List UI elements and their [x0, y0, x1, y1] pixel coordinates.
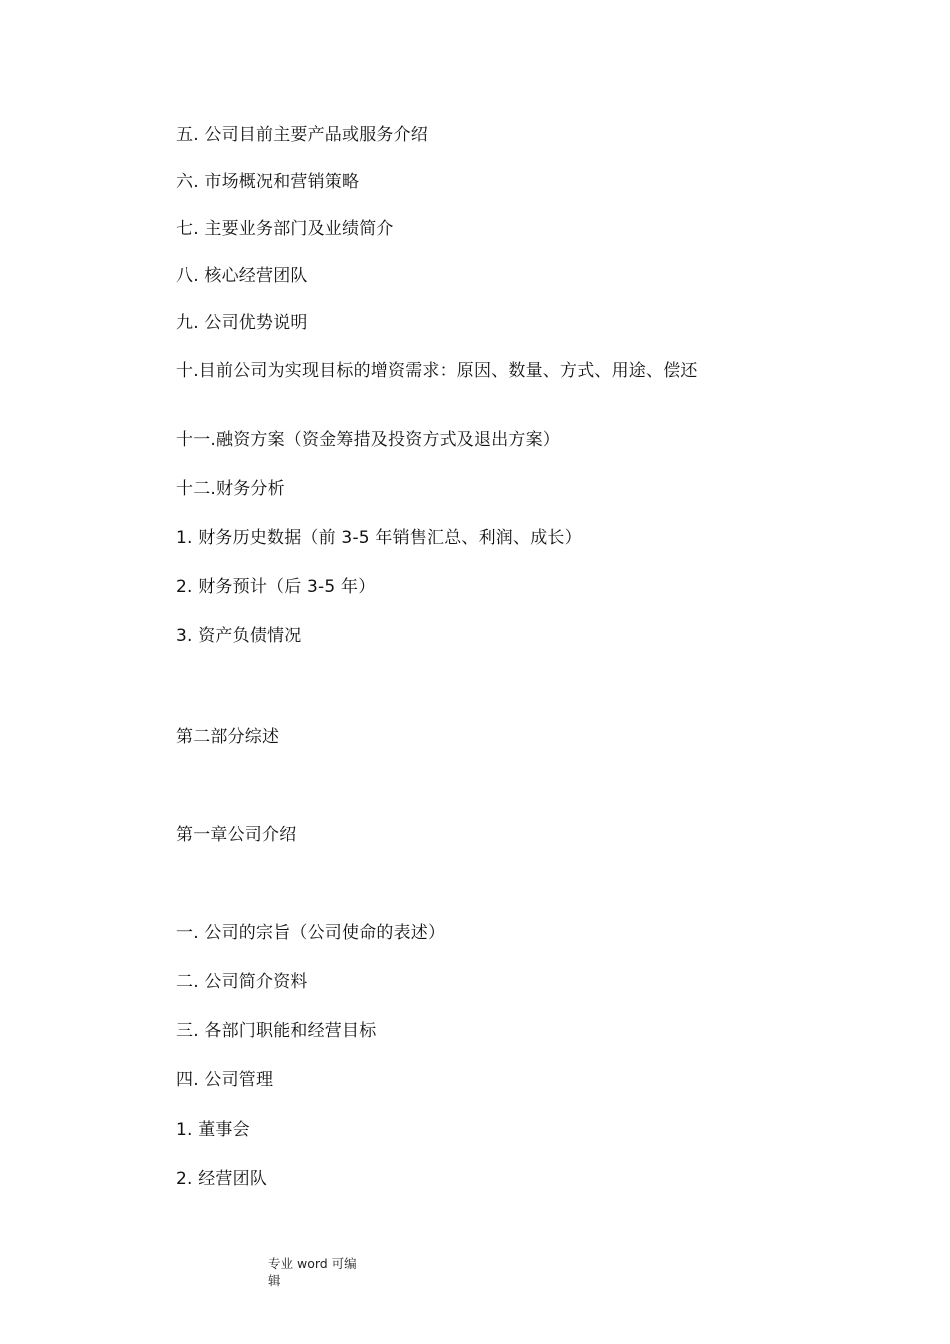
chapter-item-3: 三. 各部门职能和经营目标 [176, 1021, 377, 1041]
outline-item-10: 十.目前公司为实现目标的增资需求：原因、数量、方式、用途、偿还 [176, 361, 698, 381]
part-heading: 第二部分综述 [176, 727, 280, 747]
chapter-heading: 第一章公司介绍 [176, 825, 297, 845]
management-subitem-2: 2. 经营团队 [176, 1169, 268, 1189]
chapter-item-2: 二. 公司简介资料 [176, 972, 308, 992]
outline-item-12: 十二.财务分析 [176, 479, 285, 499]
outline-item-8: 八. 核心经营团队 [176, 266, 308, 286]
financial-subitem-1: 1. 财务历史数据（前 3-5 年销售汇总、利润、成长） [176, 528, 582, 548]
management-subitem-1: 1. 董事会 [176, 1120, 250, 1140]
outline-item-9: 九. 公司优势说明 [176, 313, 308, 333]
outline-item-11: 十一.融资方案（资金筹措及投资方式及退出方案） [176, 430, 561, 450]
financial-subitem-2: 2. 财务预计（后 3-5 年） [176, 577, 376, 597]
outline-item-6: 六. 市场概况和营销策略 [176, 172, 360, 192]
chapter-item-4: 四. 公司管理 [176, 1070, 274, 1090]
page-footer: 专业 word 可编辑 [268, 1256, 357, 1288]
outline-item-7: 七. 主要业务部门及业绩简介 [176, 219, 394, 239]
chapter-item-1: 一. 公司的宗旨（公司使命的表述） [176, 923, 446, 943]
financial-subitem-3: 3. 资产负债情况 [176, 626, 302, 646]
outline-item-5: 五. 公司目前主要产品或服务介绍 [176, 125, 429, 145]
